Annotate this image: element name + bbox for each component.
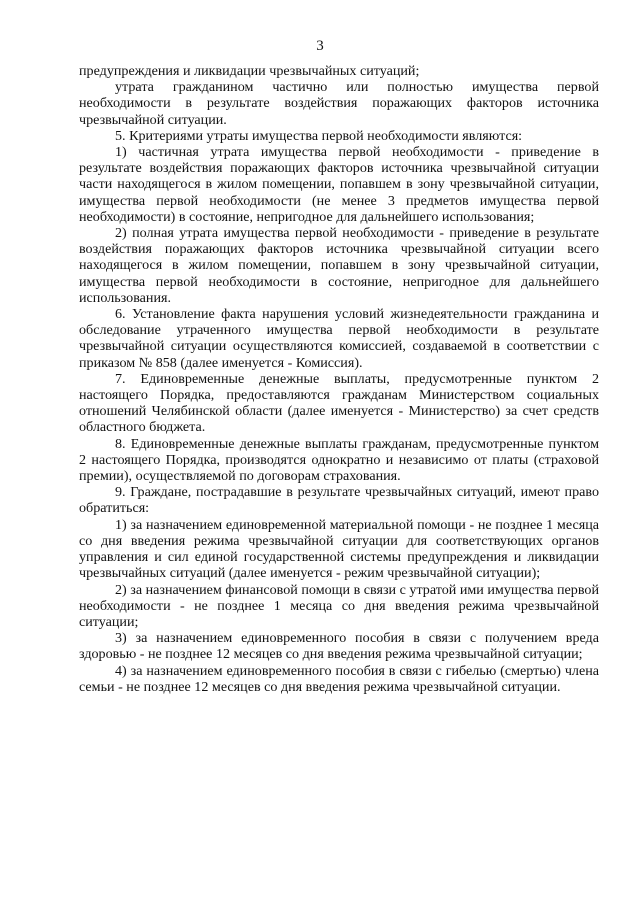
paragraph-loss-definition: утрата гражданином частично или полностью имущества первой необходимости в результате воздействия поражающих факторов источника чрезвычайной ситуации.: [79, 79, 599, 128]
paragraph-9-item-3: 3) за назначением единовременного пособия в связи с получением вреда здоровью - не позднее 12 месяцев со дня введения режима чрезвычайной ситуации;: [79, 630, 599, 663]
document-body: [79, 63, 599, 695]
paragraph-9-item-2: 2) за назначением финансовой помощи в связи с утратой ими имущества первой необходимости - не позднее 1 месяца со дня введения режима чрезвычайной ситуации;: [79, 581, 599, 630]
paragraph-5-criteria: 5. Критериями утраты имущества первой необходимости являются:: [115, 127, 523, 144]
paragraph-8: 8. Единовременные денежные выплаты гражданам, предусмотренные пунктом 2 настоящего Порядка, производятся однократно и независимо от платы (страховой премии), осуществляемой по договорам страхования.: [79, 435, 599, 485]
paragraph-continuation: предупреждения и ликвидации чрезвычайных ситуаций;: [79, 63, 420, 79]
paragraph-5-item-2: 2) полная утрата имущества первой необходимости - приведение в результате воздействия поражающих факторов источника чрезвычайной ситуации всего находящегося в жилом помещении, попавшем в зону чрезвычайной ситуации, имущества первой необходимости в состояние, непригодное для дальнейшего использования.: [79, 225, 599, 306]
paragraph-9: 9. Граждане, пострадавшие в результате чрезвычайных ситуаций, имеют право обратиться:: [79, 484, 599, 517]
paragraph-6: 6. Установление факта нарушения условий жизнедеятельности гражданина и обследование утраченного имущества первой необходимости в результате чрезвычайной ситуации осуществляются комиссией, создаваемой в соответствии с приказом № 858 (далее именуется - Комиссия).: [79, 306, 599, 371]
paragraph-9-item-4: 4) за назначением единовременного пособия в связи с гибелью (смертью) члена семьи - не позднее 12 месяцев со дня введения режима чрезвычайной ситуации.: [79, 662, 599, 695]
paragraph-7: 7. Единовременные денежные выплаты, предусмотренные пунктом 2 настоящего Порядка, предоставляются гражданам Министерством социальных отношений Челябинской области (далее именуется - Министерство) за счет средств областного бюджета.: [79, 370, 599, 436]
page-number: 3: [316, 38, 324, 54]
paragraph-9-item-1: 1) за назначением единовременной материальной помощи - не позднее 1 месяца со дня введения режима чрезвычайной ситуации для соответствующих органов управления и сил единой государственной системы предупреждения и ликвидации чрезвычайных ситуаций (далее именуется - режим чрезвычайной ситуации);: [79, 516, 599, 582]
paragraph-5-item-1: 1) частичная утрата имущества первой необходимости - приведение в результате воздействия поражающих факторов источника чрезвычайной ситуации части находящегося в жилом помещении, попавшем в зону чрезвычайной ситуации, имущества первой необходимости (не менее 3 предметов имущества первой необходимости) в состояние, непригодное для дальнейшего использования;: [79, 144, 599, 225]
